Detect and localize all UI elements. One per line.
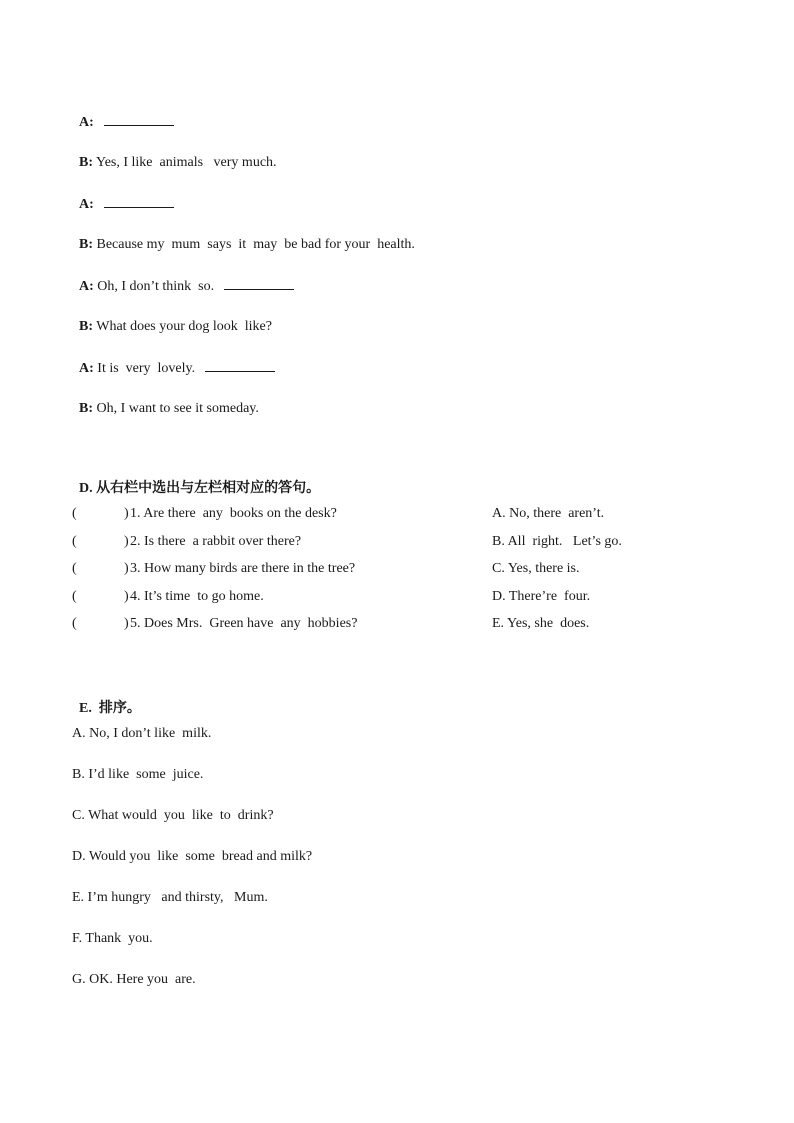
match-row-5 <box>72 615 722 633</box>
section-d-title: 从右栏中选出与左栏相对应的答句。 <box>96 480 321 496</box>
paren-close: ) <box>124 561 129 576</box>
speaker-label: A: <box>79 115 94 130</box>
order-item: C. What would you like to drink? <box>72 808 274 823</box>
match-question: 2. Is there a rabbit over there? <box>130 534 302 549</box>
speaker-label: A: <box>79 361 94 376</box>
match-answer: B. All right. Let’s go. <box>492 534 622 549</box>
dialogue-line-6 <box>72 300 272 336</box>
order-item: D. Would you like some bread and milk? <box>72 849 313 864</box>
dialogue-line-8 <box>72 382 259 418</box>
answer-blank[interactable] <box>224 277 294 290</box>
speaker-label: B: <box>79 319 93 334</box>
answer-blank[interactable] <box>104 195 174 208</box>
paren-close: ) <box>124 589 129 604</box>
dialogue-text: Oh, I don’t think so. <box>97 279 215 294</box>
section-e-heading <box>72 681 141 718</box>
dialogue-line-4 <box>72 218 415 254</box>
paren-close: ) <box>124 616 129 631</box>
section-d-label: D. <box>79 481 93 496</box>
dialogue-line-1 <box>72 95 174 132</box>
match-answer: E. Yes, she does. <box>492 616 590 631</box>
order-item: G. OK. Here you are. <box>72 972 196 987</box>
match-answer: A. No, there aren’t. <box>492 506 605 521</box>
order-item: F. Thank you. <box>72 931 153 946</box>
dialogue-line-3 <box>72 177 174 214</box>
match-row-4 <box>72 588 722 606</box>
paren-open[interactable]: ( <box>72 561 77 576</box>
dialogue-text: It is very lovely. <box>97 361 196 376</box>
match-row-1 <box>72 505 722 523</box>
speaker-label: A: <box>79 279 94 294</box>
dialogue-line-5 <box>72 259 294 296</box>
answer-blank[interactable] <box>104 113 174 126</box>
match-answer: C. Yes, there is. <box>492 561 580 576</box>
section-e-label: E. <box>79 701 92 716</box>
match-question: 5. Does Mrs. Green have any hobbies? <box>130 616 358 631</box>
speaker-label: B: <box>79 237 93 252</box>
paren-open[interactable]: ( <box>72 589 77 604</box>
order-item: E. I’m hungry and thirsty, Mum. <box>72 890 268 905</box>
speaker-label: B: <box>79 401 93 416</box>
match-row-3 <box>72 560 722 578</box>
match-question: 3. How many birds are there in the tree? <box>130 561 356 576</box>
order-item: A. No, I don’t like milk. <box>72 726 212 741</box>
dialogue-line-7 <box>72 341 275 378</box>
dialogue-text: Yes, I like animals very much. <box>95 155 277 170</box>
match-answer: D. There’re four. <box>492 589 591 604</box>
match-question: 4. It’s time to go home. <box>130 589 264 604</box>
dialogue-line-2 <box>72 136 277 172</box>
dialogue-text: What does your dog look like? <box>96 319 272 334</box>
paren-close: ) <box>124 534 129 549</box>
paren-open[interactable]: ( <box>72 616 77 631</box>
speaker-label: A: <box>79 197 94 212</box>
match-row-2 <box>72 533 722 551</box>
order-item: B. I’d like some juice. <box>72 767 204 782</box>
section-d-heading <box>72 461 320 498</box>
paren-open[interactable]: ( <box>72 534 77 549</box>
match-question: 1. Are there any books on the desk? <box>130 506 337 521</box>
dialogue-text: Because my mum says it may be bad for your health. <box>96 237 415 252</box>
section-e-title: 排序。 <box>98 700 141 716</box>
paren-open[interactable]: ( <box>72 506 77 521</box>
dialogue-text: Oh, I want to see it someday. <box>96 401 259 416</box>
paren-close: ) <box>124 506 129 521</box>
speaker-label: B: <box>79 155 93 170</box>
answer-blank[interactable] <box>205 359 275 372</box>
